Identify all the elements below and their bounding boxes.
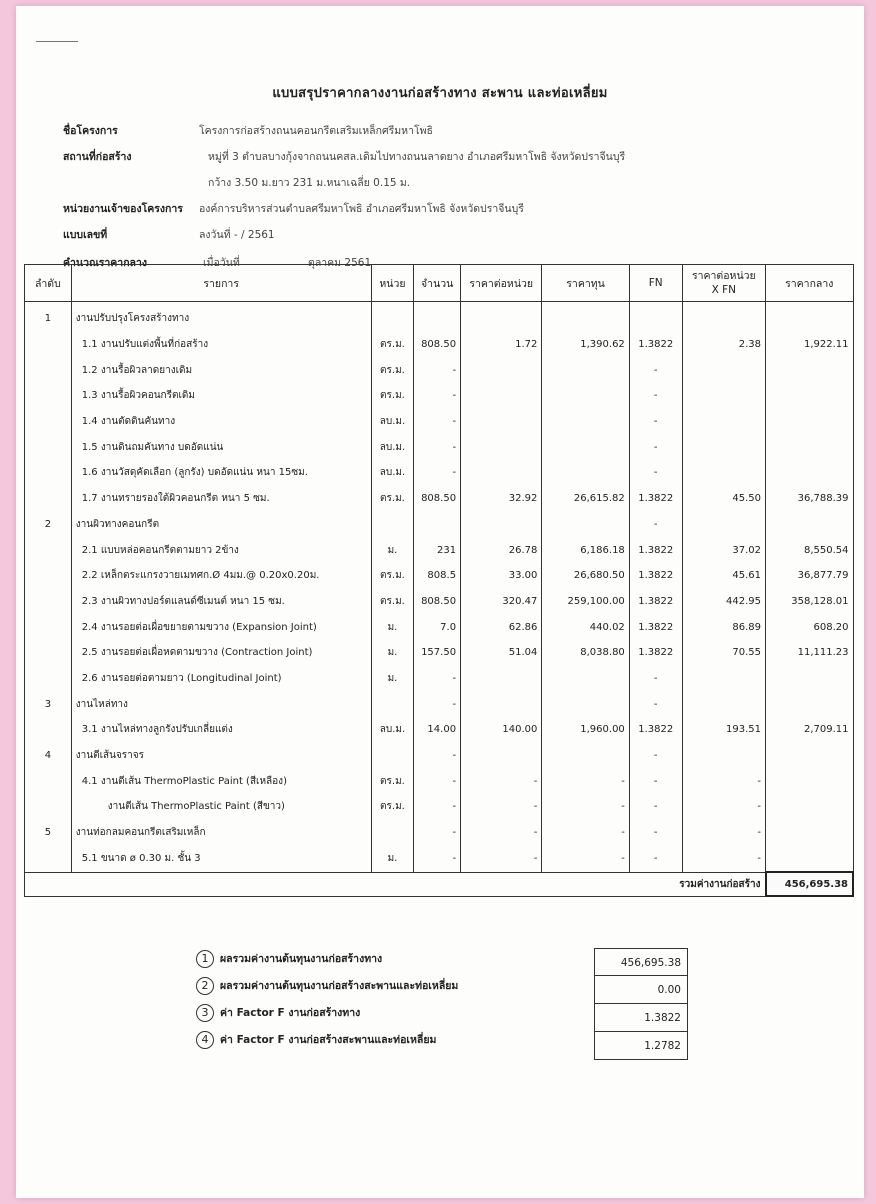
- row-qty: -: [414, 820, 461, 846]
- row-qty: -: [414, 743, 461, 769]
- row-item: งานปรับปรุงโครงสร้างทาง: [71, 302, 371, 332]
- row-item: 2.6 งานรอยต่อตามยาว (Longitudinal Joint): [71, 666, 371, 692]
- row-no: [25, 563, 72, 589]
- row-unit: [371, 691, 414, 717]
- circled-number: 2: [196, 977, 214, 995]
- row-no: [25, 640, 72, 666]
- row-price-x-fn: [682, 512, 765, 538]
- summary-value-box: 1.2782: [594, 1032, 688, 1060]
- table-row: [25, 666, 854, 692]
- row-no: [25, 614, 72, 640]
- table-row: [25, 717, 854, 743]
- circled-number: 3: [196, 1004, 214, 1022]
- summary-value-box: 456,695.38: [594, 948, 688, 976]
- row-item: 1.2 งานรื้อผิวลาดยางเดิม: [71, 357, 371, 383]
- row-price-x-fn: [682, 743, 765, 769]
- row-unit: ตร.ม.: [371, 563, 414, 589]
- row-unit: ม.: [371, 845, 414, 872]
- row-cost: 259,100.00: [542, 589, 629, 615]
- row-fn: 1.3822: [629, 589, 682, 615]
- row-median: [766, 357, 854, 383]
- calc-date-value: ตุลาคม 2561: [308, 257, 372, 269]
- row-qty: -: [414, 383, 461, 409]
- row-unit-price: 62.86: [461, 614, 542, 640]
- row-unit-price: [461, 409, 542, 435]
- row-item: งานตีเส้น ThermoPlastic Paint (สีขาว): [71, 794, 371, 820]
- row-no: 3: [25, 691, 72, 717]
- summary-row: [196, 1004, 360, 1024]
- table-row: [25, 357, 854, 383]
- location-label: สถานที่ก่อสร้าง: [63, 151, 132, 163]
- row-qty: 7.0: [414, 614, 461, 640]
- document-title: แบบสรุปราคากลางงานก่อสร้างทาง สะพาน และท่อเหลี่ยม: [272, 86, 608, 101]
- row-unit-price: [461, 434, 542, 460]
- owner-value: องค์การบริหารส่วนตำบลศรีมหาโพธิ อำเภอศรีมหาโพธิ จังหวัดปราจีนบุรี: [199, 203, 524, 215]
- form-no-value: ลงวันที่ - / 2561: [199, 229, 275, 241]
- row-price-x-fn: -: [682, 794, 765, 820]
- row-fn: -: [629, 383, 682, 409]
- row-fn: 1.3822: [629, 614, 682, 640]
- header-fn: FN: [629, 265, 682, 302]
- total-value: 456,695.38: [766, 872, 854, 896]
- table-row: [25, 768, 854, 794]
- row-unit-price: 320.47: [461, 589, 542, 615]
- row-cost: 440.02: [542, 614, 629, 640]
- table-row: [25, 820, 854, 846]
- table-row: [25, 640, 854, 666]
- summary-label: ผลรวมค่างานต้นทุนงานก่อสร้างสะพานและท่อเหลี่ยม: [220, 980, 459, 992]
- row-median: 36,788.39: [766, 486, 854, 512]
- row-fn: -: [629, 794, 682, 820]
- table-row: [25, 691, 854, 717]
- row-fn: -: [629, 666, 682, 692]
- row-unit-price: [461, 383, 542, 409]
- row-qty: 157.50: [414, 640, 461, 666]
- row-fn: 1.3822: [629, 640, 682, 666]
- row-no: 1: [25, 302, 72, 332]
- table-row: [25, 302, 854, 332]
- row-unit-price: [461, 691, 542, 717]
- row-qty: -: [414, 409, 461, 435]
- row-no: [25, 768, 72, 794]
- dimensions-value: กว้าง 3.50 ม.ยาว 231 ม.หนาเฉลี่ย 0.15 ม.: [208, 177, 411, 189]
- row-median: 1,922.11: [766, 332, 854, 358]
- row-unit-price: 26.78: [461, 537, 542, 563]
- row-price-x-fn: 45.61: [682, 563, 765, 589]
- table-row: [25, 332, 854, 358]
- row-fn: -: [629, 409, 682, 435]
- table-row: [25, 845, 854, 872]
- row-no: 4: [25, 743, 72, 769]
- calc-label: คำนวณราคากลาง: [63, 257, 148, 269]
- cost-table: [24, 264, 854, 897]
- row-median: 358,128.01: [766, 589, 854, 615]
- row-cost: -: [542, 794, 629, 820]
- row-fn: 1.3822: [629, 486, 682, 512]
- row-unit-price: -: [461, 820, 542, 846]
- header-unit-price: ราคาต่อหน่วย: [461, 265, 542, 302]
- row-price-x-fn: 70.55: [682, 640, 765, 666]
- row-item: 4.1 งานตีเส้น ThermoPlastic Paint (สีเหลือง): [71, 768, 371, 794]
- row-median: [766, 845, 854, 872]
- row-cost: 26,680.50: [542, 563, 629, 589]
- table-row: [25, 743, 854, 769]
- row-unit-price: -: [461, 845, 542, 872]
- row-fn: -: [629, 512, 682, 538]
- row-unit: ลบ.ม.: [371, 434, 414, 460]
- project-value: โครงการก่อสร้างถนนคอนกรีตเสริมเหล็กศรีมหาโพธิ: [199, 125, 433, 137]
- row-item: 2.2 เหล็กตระแกรงวายเมทศก.Ø 4มม.@ 0.20x0.20ม.: [71, 563, 371, 589]
- header-unit: หน่วย: [371, 265, 414, 302]
- row-price-x-fn: [682, 434, 765, 460]
- row-qty: -: [414, 845, 461, 872]
- row-unit-price: 33.00: [461, 563, 542, 589]
- row-cost: [542, 434, 629, 460]
- row-unit-price: -: [461, 768, 542, 794]
- row-fn: -: [629, 820, 682, 846]
- row-unit: ลบ.ม.: [371, 717, 414, 743]
- header-median: ราคากลาง: [766, 265, 854, 302]
- row-cost: 1,390.62: [542, 332, 629, 358]
- row-qty: 808.5: [414, 563, 461, 589]
- row-price-x-fn: 442.95: [682, 589, 765, 615]
- summary-label: ค่า Factor F งานก่อสร้างทาง: [220, 1007, 361, 1019]
- row-qty: -: [414, 460, 461, 486]
- row-price-x-fn: [682, 691, 765, 717]
- row-median: [766, 383, 854, 409]
- table-row: [25, 589, 854, 615]
- row-price-x-fn: [682, 302, 765, 332]
- row-qty: -: [414, 666, 461, 692]
- row-fn: 1.3822: [629, 563, 682, 589]
- row-price-x-fn: 2.38: [682, 332, 765, 358]
- summary-row: [196, 977, 458, 997]
- row-median: [766, 512, 854, 538]
- row-no: [25, 666, 72, 692]
- summary-row: [196, 950, 382, 970]
- row-unit-price: [461, 743, 542, 769]
- row-unit: [371, 820, 414, 846]
- circled-number: 1: [196, 950, 214, 968]
- row-cost: 26,615.82: [542, 486, 629, 512]
- total-spacer: [25, 872, 72, 896]
- row-item: งานไหล่ทาง: [71, 691, 371, 717]
- table-row: [25, 486, 854, 512]
- row-median: 36,877.79: [766, 563, 854, 589]
- row-median: 8,550.54: [766, 537, 854, 563]
- summary-value-box: 1.3822: [594, 1004, 688, 1032]
- row-unit: ตร.ม.: [371, 768, 414, 794]
- row-item: 2.3 งานผิวทางปอร์ตแลนด์ซีเมนต์ หนา 15 ซม.: [71, 589, 371, 615]
- row-unit-price: 140.00: [461, 717, 542, 743]
- owner-label: หน่วยงานเจ้าของโครงการ: [63, 203, 183, 215]
- header-price-x-fn-line1: ราคาต่อหน่วย: [691, 270, 756, 282]
- row-median: [766, 460, 854, 486]
- row-fn: [629, 302, 682, 332]
- row-unit: ม.: [371, 537, 414, 563]
- row-price-x-fn: [682, 666, 765, 692]
- row-item: 1.1 งานปรับแต่งพื้นที่ก่อสร้าง: [71, 332, 371, 358]
- row-qty: 808.50: [414, 332, 461, 358]
- row-price-x-fn: [682, 409, 765, 435]
- header-item: รายการ: [71, 265, 371, 302]
- row-cost: [542, 512, 629, 538]
- circled-number: 4: [196, 1031, 214, 1049]
- summary-label: ผลรวมค่างานต้นทุนงานก่อสร้างทาง: [220, 953, 383, 965]
- row-qty: 14.00: [414, 717, 461, 743]
- form-no-label: แบบเลขที่: [63, 229, 108, 241]
- row-unit: ม.: [371, 614, 414, 640]
- row-item: 1.5 งานดินถมคันทาง บดอัดแน่น: [71, 434, 371, 460]
- row-item: 2.1 แบบหล่อคอนกรีตตามยาว 2ข้าง: [71, 537, 371, 563]
- table-header-row: [25, 265, 854, 302]
- summary-row: [196, 1031, 436, 1051]
- row-qty: 808.50: [414, 589, 461, 615]
- header-no: ลำดับ: [25, 265, 72, 302]
- row-fn: -: [629, 357, 682, 383]
- row-cost: -: [542, 845, 629, 872]
- row-unit-price: [461, 666, 542, 692]
- row-unit: ตร.ม.: [371, 383, 414, 409]
- row-no: [25, 460, 72, 486]
- location-value: หมู่ที่ 3 ตำบลบางกุ้งจากถนนคสล.เดิมไปทางถนนลาดยาง อำเภอศรีมหาโพธิ จังหวัดปราจีนบุรี: [208, 151, 626, 163]
- row-no: [25, 589, 72, 615]
- table-row: [25, 409, 854, 435]
- row-item: งานผิวทางคอนกรีต: [71, 512, 371, 538]
- row-price-x-fn: 86.89: [682, 614, 765, 640]
- row-item: 1.4 งานตัดดินคันทาง: [71, 409, 371, 435]
- row-qty: -: [414, 691, 461, 717]
- row-qty: -: [414, 768, 461, 794]
- row-item: 1.6 งานวัสดุคัดเลือก (ลูกรัง) บดอัดแน่น หนา 15ซม.: [71, 460, 371, 486]
- row-item: 1.3 งานรื้อผิวคอนกรีตเดิม: [71, 383, 371, 409]
- row-fn: 1.3822: [629, 537, 682, 563]
- row-unit-price: 51.04: [461, 640, 542, 666]
- row-cost: [542, 743, 629, 769]
- header-price-x-fn-line2: X FN: [711, 284, 737, 296]
- row-cost: [542, 409, 629, 435]
- row-price-x-fn: [682, 383, 765, 409]
- row-median: [766, 409, 854, 435]
- row-price-x-fn: 193.51: [682, 717, 765, 743]
- row-unit-price: 32.92: [461, 486, 542, 512]
- table-row: [25, 512, 854, 538]
- row-fn: -: [629, 460, 682, 486]
- table-row: [25, 537, 854, 563]
- row-item: 1.7 งานทรายรองใต้ผิวคอนกรีต หนา 5 ซม.: [71, 486, 371, 512]
- calc-date-label: เมื่อวันที่: [203, 257, 240, 269]
- row-unit: ม.: [371, 640, 414, 666]
- document-page: [16, 6, 864, 1198]
- row-unit: [371, 512, 414, 538]
- row-fn: 1.3822: [629, 717, 682, 743]
- row-unit: [371, 743, 414, 769]
- summary-label: ค่า Factor F งานก่อสร้างสะพานและท่อเหลี่ยม: [220, 1034, 437, 1046]
- row-cost: [542, 691, 629, 717]
- table-row: [25, 383, 854, 409]
- row-price-x-fn: -: [682, 845, 765, 872]
- row-no: [25, 794, 72, 820]
- pen-mark: [36, 41, 78, 42]
- row-unit-price: [461, 357, 542, 383]
- total-label: รวมค่างานก่อสร้าง: [71, 872, 765, 896]
- row-qty: -: [414, 794, 461, 820]
- row-fn: -: [629, 434, 682, 460]
- total-row: [25, 872, 854, 896]
- row-no: [25, 383, 72, 409]
- row-fn: -: [629, 691, 682, 717]
- header-price-x-fn: [682, 265, 765, 302]
- row-cost: [542, 460, 629, 486]
- row-price-x-fn: -: [682, 768, 765, 794]
- row-no: [25, 332, 72, 358]
- row-no: [25, 434, 72, 460]
- row-no: [25, 537, 72, 563]
- table-row: [25, 434, 854, 460]
- row-cost: -: [542, 768, 629, 794]
- table-body: [25, 302, 854, 897]
- row-price-x-fn: -: [682, 820, 765, 846]
- row-cost: 6,186.18: [542, 537, 629, 563]
- row-unit: ตร.ม.: [371, 794, 414, 820]
- row-no: [25, 486, 72, 512]
- row-fn: -: [629, 743, 682, 769]
- row-no: [25, 357, 72, 383]
- row-median: [766, 820, 854, 846]
- summary-value-box: 0.00: [594, 976, 688, 1004]
- row-median: [766, 768, 854, 794]
- row-price-x-fn: 45.50: [682, 486, 765, 512]
- row-qty: -: [414, 434, 461, 460]
- row-unit: ตร.ม.: [371, 486, 414, 512]
- row-fn: 1.3822: [629, 332, 682, 358]
- row-unit: ลบ.ม.: [371, 460, 414, 486]
- row-price-x-fn: [682, 357, 765, 383]
- row-qty: [414, 302, 461, 332]
- table-row: [25, 614, 854, 640]
- row-unit: ตร.ม.: [371, 589, 414, 615]
- row-item: 2.4 งานรอยต่อเผื่อขยายตามขวาง (Expansion Joint): [71, 614, 371, 640]
- row-no: 2: [25, 512, 72, 538]
- row-median: [766, 434, 854, 460]
- row-item: 2.5 งานรอยต่อเผื่อหดตามขวาง (Contraction Joint): [71, 640, 371, 666]
- row-median: 608.20: [766, 614, 854, 640]
- row-fn: -: [629, 845, 682, 872]
- row-unit-price: -: [461, 794, 542, 820]
- project-label: ชื่อโครงการ: [63, 125, 118, 137]
- row-cost: [542, 666, 629, 692]
- row-median: 2,709.11: [766, 717, 854, 743]
- row-unit-price: 1.72: [461, 332, 542, 358]
- row-cost: [542, 302, 629, 332]
- row-qty: -: [414, 357, 461, 383]
- row-price-x-fn: 37.02: [682, 537, 765, 563]
- row-item: 5.1 ขนาด ø 0.30 ม. ชั้น 3: [71, 845, 371, 872]
- row-median: [766, 743, 854, 769]
- row-cost: 8,038.80: [542, 640, 629, 666]
- header-cost: ราคาทุน: [542, 265, 629, 302]
- row-cost: 1,960.00: [542, 717, 629, 743]
- row-cost: [542, 357, 629, 383]
- table-row: [25, 460, 854, 486]
- row-no: [25, 717, 72, 743]
- row-median: 11,111.23: [766, 640, 854, 666]
- table-row: [25, 563, 854, 589]
- row-no: [25, 845, 72, 872]
- row-unit: ตร.ม.: [371, 357, 414, 383]
- row-qty: [414, 512, 461, 538]
- row-item: 3.1 งานไหล่ทางลูกรังปรับเกลี่ยแต่ง: [71, 717, 371, 743]
- row-unit: ม.: [371, 666, 414, 692]
- row-cost: -: [542, 820, 629, 846]
- row-qty: 231: [414, 537, 461, 563]
- row-median: [766, 302, 854, 332]
- row-price-x-fn: [682, 460, 765, 486]
- header-qty: จำนวน: [414, 265, 461, 302]
- row-unit: [371, 302, 414, 332]
- row-cost: [542, 383, 629, 409]
- row-unit: ตร.ม.: [371, 332, 414, 358]
- row-median: [766, 666, 854, 692]
- row-unit-price: [461, 460, 542, 486]
- row-unit-price: [461, 512, 542, 538]
- table-row: [25, 794, 854, 820]
- row-item: งานตีเส้นจราจร: [71, 743, 371, 769]
- row-qty: 808.50: [414, 486, 461, 512]
- row-unit-price: [461, 302, 542, 332]
- row-item: งานท่อกลมคอนกรีตเสริมเหล็ก: [71, 820, 371, 846]
- row-no: 5: [25, 820, 72, 846]
- row-median: [766, 794, 854, 820]
- row-no: [25, 409, 72, 435]
- row-fn: -: [629, 768, 682, 794]
- row-unit: ลบ.ม.: [371, 409, 414, 435]
- row-median: [766, 691, 854, 717]
